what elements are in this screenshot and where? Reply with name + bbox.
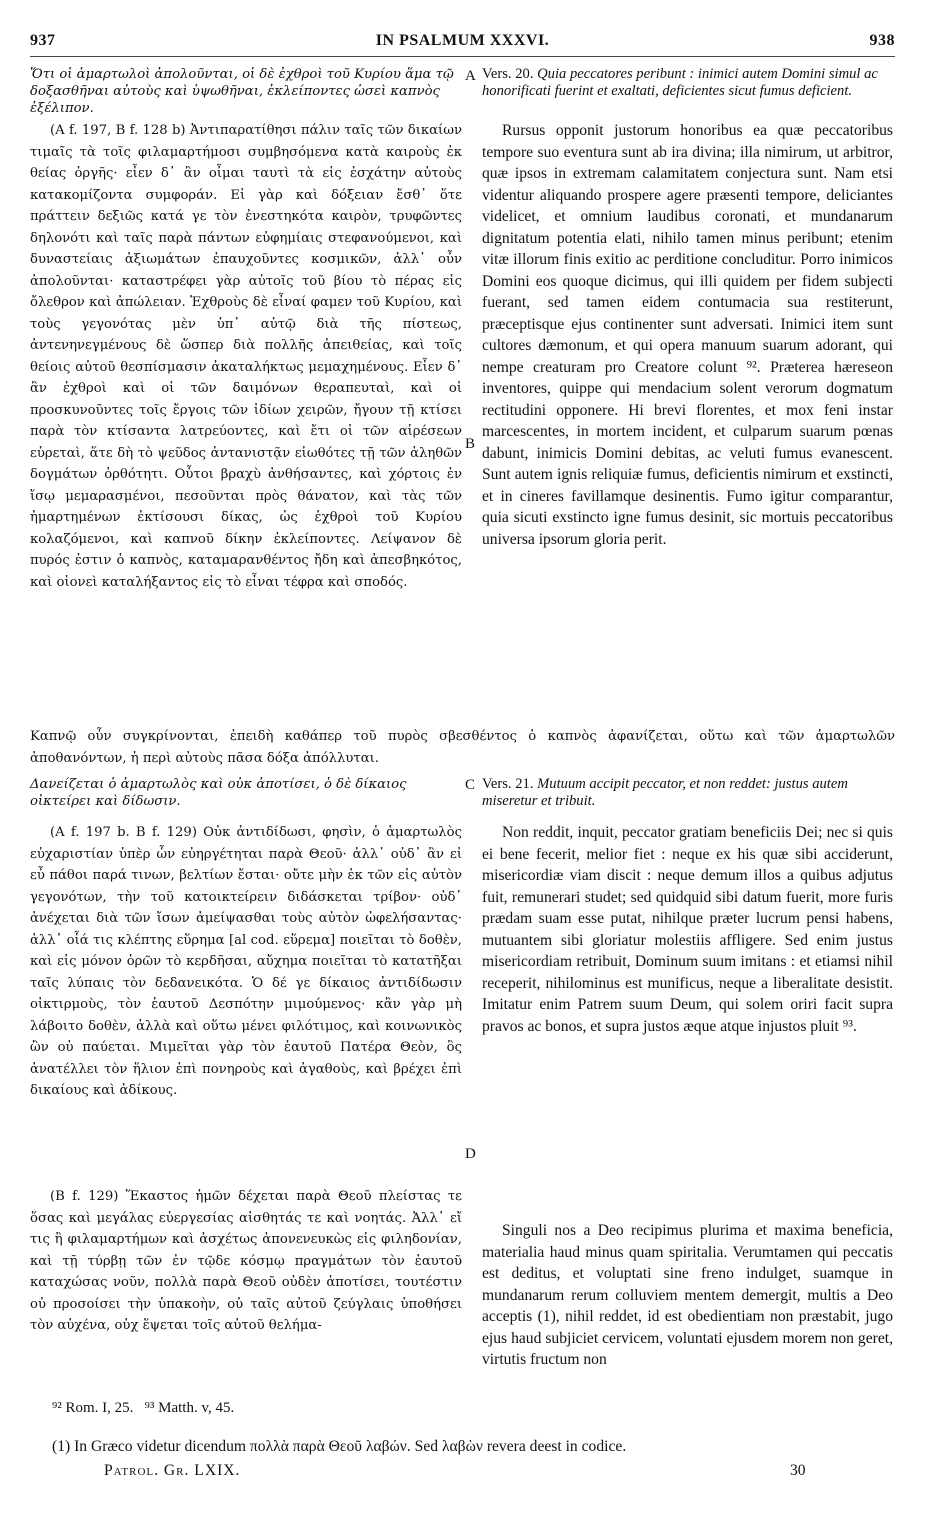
margin-marker-c: C: [465, 777, 476, 793]
page-number-left: 937: [30, 32, 56, 49]
margin-marker-b: B: [465, 436, 476, 452]
latin-verse-number: Vers. 20.: [482, 66, 534, 82]
greek-commentary-vers-21: (A f. 197 b. B f. 129) Οὐκ ἀντιδίδωσι, φησὶν, ὁ ἁμαρτωλὸς εὐχαριστίαν ὑπὲρ ὧν εὐηργέτηται παρὰ Θεοῦ· ἀλλ᾽ οὐδ᾽ ἂν εἰ εὖ πάθοι παρά τινων, βελτίων ἔσται· οὔτε μὴν ἐκ τῶν εἰς αὐτὸν γεγονότων, τὴν τοῦ κατοικτείρειν διδάσκεται τρίβον· οὐδ᾽ ἀνέχεται διὰ τῶν ἴσων ἀμείψασθαι τοὺς αὐτὸν ὠφελήσαντας· ἀλλ᾽ οἷά τις κλέπτης εὕρημα [al cod. εὕρεμα] ποιεῖται τὸ δοθὲν, καὶ εἰς μόνον ὁρῶν τὸ κερδῆσαι, αὔχημα ποιεῖται τὸ κατατῆξαι ταῖς λύπαις τὸν δεδανεικότα. Ὁ δέ γε δίκαιος ἀντιδίδωσιν οἰκτιρμοὺς, τὸν ἑαυτοῦ Δεσπότην μιμούμενος· κἂν γὰρ μὴ λάβοιτο δοθὲν, ἀλλὰ καὶ οὕτω μένει φιλότιμος, καὶ κοινωνικὸς ὢν οὐ παύεται. Μιμεῖται γὰρ τὸν ἑαυτοῦ Πατέρα Θεὸν, ὃς ἀνατέλλει τὸν ἥλιον ἐπὶ πονηροὺς καὶ ἀγαθοὺς, καὶ βρέχει ἐπὶ δικαίους καὶ ἀδίκους.: [30, 825, 462, 1098]
editorial-note: (1) In Græco videtur dicendum πολλὰ παρὰ Θεοῦ λαβών. Sed λαβὼν revera deest in codice.: [52, 1438, 627, 1455]
signature-number: 30: [790, 1462, 806, 1479]
greek-commentary-vers-20: (A f. 197, B f. 128 b) Ἀντιπαρατίθησι πάλιν ταῖς τῶν δικαίων τιμαῖς τὰ τοῖς φιλαμαρτήμοσι συμβησόμενα κατὰ καιροὺς ἐκ θείας ὀργῆς· εἶεν δ᾽ ἂν οἶμαι ταυτὶ τὰ εἰς ἐσχάτην αὐτοὺς κατακομίζοντα συμφοράν. Εἰ γὰρ καὶ δόξειαν ἔσθ᾽ ὅτε πράττειν δεξιῶς κατά γε τὸν ἐνεστηκότα καιρὸν, τρυφῶντες δηλονότι καὶ ταῖς παρὰ πάντων εὐφημίαις στεφανούμενοι, καὶ δυναστείαις ἀξιωμάτων ἐπαυχοῦντες κοσμικῶν, ἀλλ᾽ οὖν ἀπολοῦνται· καταστρέφει γὰρ αὐτοῖς τοῦ βίου τὸ πέρας εἰς ὄλεθρον καὶ ἀπώλειαν. Ἐχθροὺς δὲ εἶναί φαμεν τοῦ Κυρίου, καὶ τοὺς γεγονότας μὲν ὑπ᾽ αὐτῷ διὰ τῆς πίστεως, ἀντενηνεγμένους δὲ ὥσπερ διὰ πολλῆς ἀπειθείας, καὶ τοῖς θείοις αὐτοῦ θεσπίσμασιν ἀκαταλήκτως μεμαχημένους. Εἶεν δ᾽ ἂν ἐχθροὶ καὶ οἱ τῶν δαιμόνων θεραπευταὶ, καὶ οἱ προσκυνοῦντες τοῖς ἔργοις τῶν ἰδίων χειρῶν, ἤγουν τῇ κτίσει παρὰ τὸν κτίσαντα λατρεύοντες, καὶ ἔτι οἱ τῶν αἱρέσεων εὑρεταὶ, ἅτε δὴ τὸ ψεῦδος ἀντανιστᾷν εἰωθότες τῇ τῶν ἀληθῶν δογμάτων ὀρθότητι. Οὗτοι βραχὺ ἀνθήσαντες, καὶ χόρτοις ἐν ἴσῳ μεμαρασμένοι, πεσοῦνται πρὸς θάνατον, καὶ τὰς τῶν ἡμαρτημένων ἐκτίσουσι δίκας, ὡς ἐχθροὶ τοῦ Κυρίου κολαζόμενοι, καὶ καπνοῦ δίκην ἐκλείποντες. Λείψανον δὲ πυρός ἐστιν ὁ καπνὸς, καταμαρανθέντος ἤδη καὶ ἀπεσβηκότος, καὶ οἱονεὶ καταλήξαντος εἰς τὸ εἶναι τέφρα καὶ σποδός.: [30, 123, 462, 590]
greek-fullwidth-line: Καπνῷ οὖν συγκρίνονται, ἐπειδὴ καθάπερ τοῦ πυρὸς σβεσθέντος ὁ καπνὸς ἀφανίζεται, οὕτω καὶ τῶν ἁμαρτωλῶν ἀποθανόντων, ἡ περὶ αὐτοὺς πᾶσα δόξα ἀπόλλυται.: [30, 729, 895, 766]
page-number-right: 938: [869, 32, 895, 49]
latin-lemma-vers-21: [482, 776, 893, 810]
footnote-references: ⁹² Rom. I, 25. ⁹³ Matth. v, 45.: [52, 1400, 235, 1416]
greek-lemma-vers-21: Δανείζεται ὁ ἁμαρτωλὸς καὶ οὐκ ἀποτίσει, ὁ δὲ δίκαιος οἰκτείρει καὶ δίδωσιν.: [30, 777, 407, 809]
running-title: IN PSALMUM XXXVI.: [375, 32, 550, 49]
latin-verse-number: Vers. 21.: [482, 776, 534, 792]
latin-commentary-vers-21: Non reddit, inquit, peccator gratiam beneficiis Dei; nec si quis ei bene fecerit, melior fiet : neque ex his quæ sibi acciderunt, misericordiæ viam discit : neque demum illos a quibus adjutus fuit, remunerari studet; sed quidquid sibi datum fuerit, more furis prædam suam esse putat, nihilque præter lucrum pensi habens, mutuantem sibi gloriatur molestiis affligere. Sed enim justus misericordiam retribuit, Dominum suum imitans : et etiamsi nihil receperit, nihilominus est munificus, neque a liberalitate desistit. Imitatur enim Patrem suum Deum, qui solem oriri facit supra pravos ac bonos, et supra justos æque atque injustos pluit ⁹³.: [482, 824, 893, 1035]
latin-commentary-vers-20: Rursus opponit justorum honoribus ea quæ peccatoribus tempore suo eventura sunt ab ira divina; illa nimirum, ut arbitror, quæ ipsos in extremam calamitatem conjectura sunt. Nam etsi videntur aliquando prospere agere præsenti tempore, deliciantes videlicet, et omnium laudibus coronati, et mundanarum dignitatum potentia elati, nihilo tamen minus peribunt; etenim vitæ illorum finis exitio ac perditione concluditur. Porro inimicos Domini eos quoque dicimus, qui illi quidem per fidem subjecti fuerant, sed tamen eidem contumacia sua restiterunt, præceptisque ejus continenter sunt adversati. Inimici item sunt cultores dæmonum, et qui opera manuum suarum adorant, qui nempe creaturam pro Creatore colunt ⁹². Præterea hæreseon inventores, quippe qui mendacium solent verorum dogmatum rectitudini opponere. Hi brevi florentes, et mox feni instar marcescentes, in mortem incident, et culparum suarum pœnas dabunt, inimicis Domini debitas, ac veluti fumus evanescent. Sunt autem ignis reliquiæ fumus, deficientis nimirum et exstincti, et in cineres favillamque desinentis. Fumo igitur comparantur, quia sicuti exstincto igne fumus desinit, sic mortuis peccatoribus universa ipsorum gloria perit.: [482, 122, 893, 548]
latin-lemma-vers-20: [482, 66, 893, 100]
greek-lemma-vers-20: Ὅτι οἱ ἁμαρτωλοὶ ἀπολοῦνται, οἱ δὲ ἐχθροὶ τοῦ Κυρίου ἅμα τῷ δοξασθῆναι αὐτοὺς καὶ ὑψωθῆναι, ἐκλείποντες ὡσεὶ καπνὸς ἐξέλιπον.: [30, 67, 454, 116]
greek-commentary-continued: (B f. 129) Ἕκαστος ἡμῶν δέχεται παρὰ Θεοῦ πλείστας τε ὅσας καὶ μεγάλας εὐεργεσίας αἰσθητάς τε καὶ νοητάς. Ἀλλ᾽ εἴ τις ἢ φιλαμαρτήμων καὶ ἀσχέτως ἀπονενευκὼς εἰς φιληδονίαν, καὶ τῇ τύρβῃ τῶν ἐν τῷδε κόσμῳ πραγμάτων τὸν ἑαυτοῦ καταχώσας νοῦν, πολλὰ παρὰ Θεοῦ οὐδὲν ἀποτίσει, τουτέστιν οὐ προσοίσει τὴν ὑπακοὴν, οὐ ταῖς αὐτοῦ ζεύγλαις ὑποθήσει τὸν αὐχένα, οὐχ ἕψεται τοῖς αὐτοῦ θελήμα-: [30, 1189, 462, 1333]
margin-marker-d: D: [465, 1146, 476, 1162]
running-header: [30, 32, 895, 50]
latin-commentary-continued: Singuli nos a Deo recipimus plurima et maxima beneficia, materialia haud minus quam spiritalia. Verumtamen qui peccatis est deditus, et voluptati sine freno indulget, suamque in mundanarum rerum colluviem mentem demergit, multis a Deo acceptis (1), nihil reddet, id est obedientiam non præstabit, jugo ejus haud subjiciet cervicem, voluntati ejusdem morem non geret, virtutis fructum non: [482, 1222, 893, 1368]
header-rule: [30, 56, 895, 57]
latin-lemma-text: Quia peccatores peribunt : inimici autem Domini simul ac honorificati fuerint et exaltati, deficientes sicut fumus deficient.: [482, 66, 878, 99]
latin-lemma-text: Mutuum accipit peccator, et non reddet: justus autem miseretur et tribuit.: [482, 776, 848, 809]
margin-marker-a: A: [465, 68, 476, 84]
signature-mark: Patrol. Gr. LXIX.: [104, 1462, 241, 1479]
